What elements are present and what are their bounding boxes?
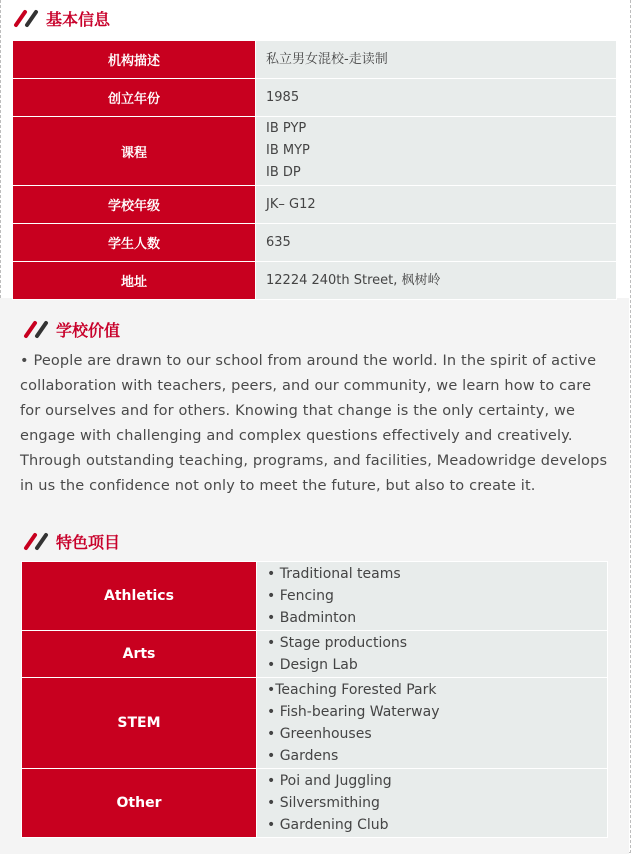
list-item: • Design Lab	[267, 657, 358, 673]
list-item: • Fencing	[267, 588, 334, 604]
row-value: 12224 240th Street, 枫树岭	[256, 262, 617, 300]
row-value: 1985	[256, 79, 617, 117]
section-title: 学校价值	[56, 320, 121, 340]
table-row	[13, 41, 617, 79]
table-row	[22, 678, 608, 769]
row-key: Arts	[22, 631, 257, 678]
row-key: 学校年级	[13, 186, 256, 224]
row-key: STEM	[22, 678, 257, 769]
list-item: • Badminton	[267, 610, 357, 626]
list-item: • Greenhouses	[267, 726, 372, 742]
list-item: • Stage productions	[267, 635, 408, 651]
row-value: 私立男女混校-走读制	[256, 41, 617, 79]
list-item: • Traditional teams	[267, 566, 401, 582]
list-item: • Gardens	[267, 748, 339, 764]
section-title: 特色项目	[56, 532, 121, 552]
row-value-list	[256, 117, 617, 186]
section-header-values	[22, 317, 120, 341]
row-value: 635	[256, 224, 617, 262]
section-header-features	[22, 529, 120, 553]
table-row	[22, 562, 608, 631]
section-header-basic-info	[12, 6, 110, 30]
table-row	[13, 79, 617, 117]
row-key: 机构描述	[13, 41, 256, 79]
features-table	[21, 561, 608, 838]
values-paragraph: • People are drawn to our school from around the world. In the spirit of active collaboration with teachers, peers, and our community, we learn how to care for ourselves and for others. Knowing that change is the only certainty, we engage with challenging and complex questions effectively and creatively. Through outstanding teaching, programs, and facilities, Meadowridge develops in us the confidence not only to meet the future, but also to create it.	[20, 353, 608, 494]
row-key: 学生人数	[13, 224, 256, 262]
curriculum-item: IB MYP	[266, 143, 310, 158]
table-row	[22, 631, 608, 678]
basic-info-table	[12, 40, 617, 300]
row-key: 创立年份	[13, 79, 256, 117]
curriculum-item: IB PYP	[266, 121, 307, 136]
list-item: • Silversmithing	[267, 795, 380, 811]
row-value-list	[257, 562, 608, 631]
row-value-list	[257, 631, 608, 678]
row-key: Athletics	[22, 562, 257, 631]
list-item: • Poi and Juggling	[267, 773, 392, 789]
double-slash-icon	[22, 319, 52, 339]
double-slash-icon	[12, 8, 42, 28]
list-item: •Teaching Forested Park	[267, 682, 437, 698]
row-value: JK– G12	[256, 186, 617, 224]
list-item: • Fish-bearing Waterway	[267, 704, 440, 720]
curriculum-item: IB DP	[266, 165, 301, 180]
row-key: 地址	[13, 262, 256, 300]
table-row	[13, 186, 617, 224]
row-key: 课程	[13, 117, 256, 186]
table-row	[13, 262, 617, 300]
table-row	[13, 224, 617, 262]
section-title: 基本信息	[46, 9, 111, 29]
double-slash-icon	[22, 531, 52, 551]
row-value-list	[257, 678, 608, 769]
row-key: Other	[22, 769, 257, 838]
list-item: • Gardening Club	[267, 817, 389, 833]
table-row	[22, 769, 608, 838]
row-value-list	[257, 769, 608, 838]
table-row	[13, 117, 617, 186]
